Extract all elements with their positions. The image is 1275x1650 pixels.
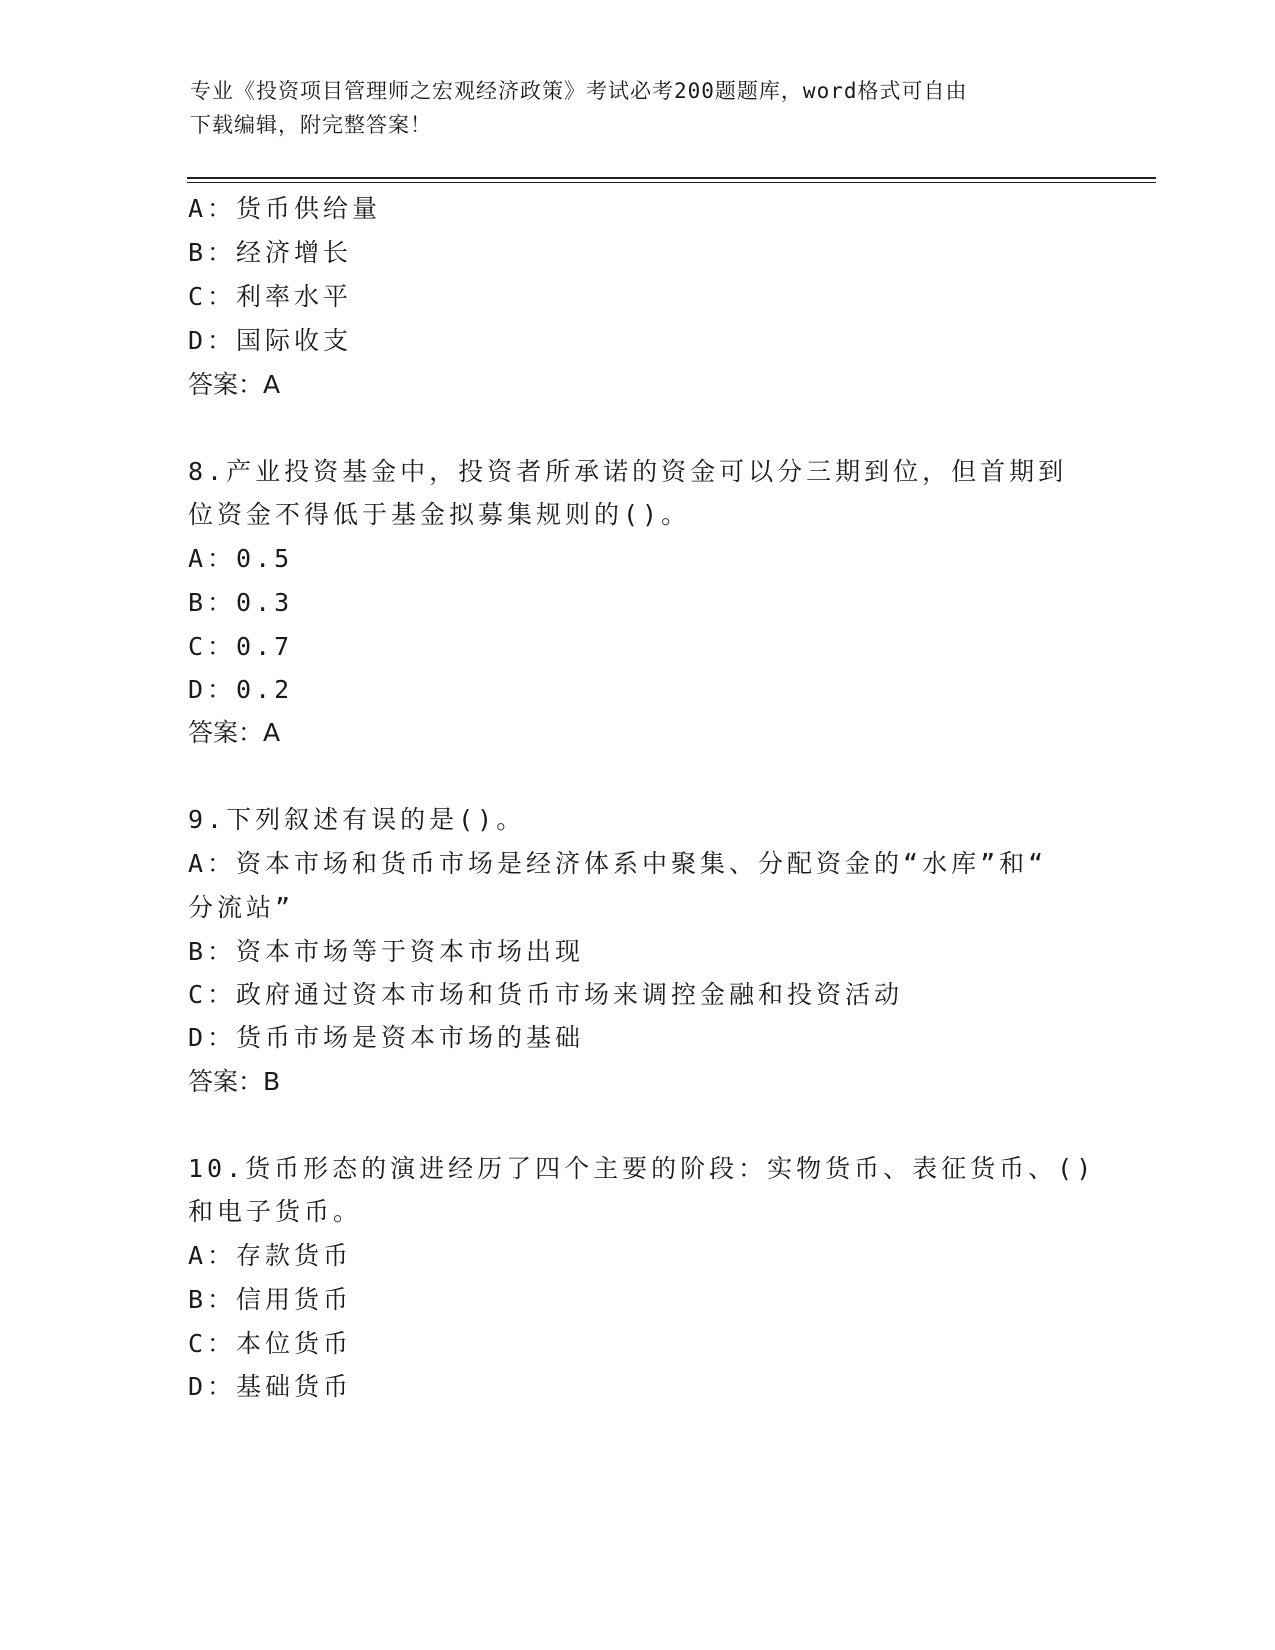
q8-stem-line-1: 8.产业投资基金中，投资者所承诺的资金可以分三期到位，但首期到: [188, 457, 1068, 486]
q9-answer: 答案：B: [188, 1067, 281, 1096]
q8-answer: 答案：A: [188, 718, 281, 747]
q10-stem-line-1: 10.货币形态的演进经历了四个主要的阶段：实物货币、表征货币、(): [188, 1154, 1096, 1183]
q7-option-d: D：国际收支: [188, 326, 353, 355]
q9-option-c: C：政府通过资本市场和货币市场来调控金融和投资活动: [188, 980, 904, 1009]
document-header: [190, 74, 1090, 142]
q8-stem-line-2: 位资金不得低于基金拟募集规则的()。: [188, 500, 691, 529]
q9-option-a-line-1: A：资本市场和货币市场是经济体系中聚集、分配资金的“水库”和“: [188, 849, 1048, 878]
q10-option-d: D：基础货币: [188, 1372, 353, 1401]
q7-option-a: A：货币供给量: [188, 194, 382, 223]
q10-option-b: B：信用货币: [188, 1285, 353, 1314]
q10-option-c: C：本位货币: [188, 1329, 353, 1358]
q8-option-c: C：0.7: [188, 632, 294, 661]
q7-option-b: B：经济增长: [188, 238, 353, 267]
q8-option-b: B：0.3: [188, 588, 294, 617]
header-divider-thin: [187, 182, 1156, 183]
q10-stem-line-2: 和电子货币。: [188, 1197, 363, 1226]
header-divider-thick: [187, 177, 1156, 179]
header-line-2: 下载编辑，附完整答案！: [190, 113, 432, 137]
q9-option-d: D：货币市场是资本市场的基础: [188, 1023, 585, 1052]
q7-option-c: C：利率水平: [188, 282, 353, 311]
q9-option-a-line-2: 分流站”: [188, 893, 295, 922]
q7-answer: 答案：A: [188, 370, 281, 399]
q9-stem: 9.下列叙述有误的是()。: [188, 805, 526, 834]
header-line-1: 专业《投资项目管理师之宏观经济政策》考试必考200题题库，word格式可自由: [190, 79, 968, 103]
q9-option-b: B：资本市场等于资本市场出现: [188, 937, 585, 966]
q8-option-d: D：0.2: [188, 675, 294, 704]
q8-option-a: A：0.5: [188, 544, 294, 573]
q10-option-a: A：存款货币: [188, 1241, 353, 1270]
